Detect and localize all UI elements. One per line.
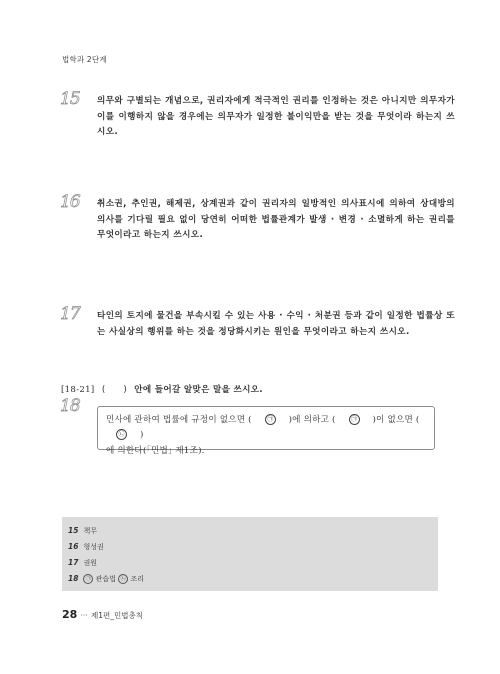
answer-marker-2: ㉡: [118, 574, 128, 584]
question-15: [60, 89, 455, 141]
q18-text-part2: )에 의하고 (: [288, 415, 336, 425]
answer-text-2: 조리: [130, 575, 144, 583]
instruction-text: 안에 들어갈 알맞은 말을 쓰시오.: [134, 385, 263, 395]
answer-number: 18: [68, 574, 79, 583]
question-number: 15: [60, 89, 80, 109]
answer-text: 권원: [83, 559, 97, 567]
chapter-title: 제1편_민법총칙: [90, 611, 143, 620]
answer-row: [68, 555, 432, 571]
question-text: 취소권, 추인권, 해제권, 상계권과 같이 권리자의 일방적인 의사표시에 의하여 상대방의 의사를 기다릴 필요 없이 당연히 어떠한 법률관계가 발생 · 변경 · 소멸하게 하는 권리를 무엇이라고 하는지 쓰시오.: [97, 199, 455, 241]
question-18-box: [97, 406, 435, 456]
answer-text: 형성권: [83, 543, 104, 551]
answer-number: 17: [68, 558, 79, 567]
question-text: 의무와 구별되는 개념으로, 권리자에게 적극적인 권리를 인정하는 것은 아니지만 의무자가 이를 이행하지 않을 경우에는 의무자가 일정한 불이익만을 받는 것을 무엇이라 하는지 쓰시오.: [97, 96, 455, 138]
footer-dots: ···: [80, 611, 88, 620]
answer-text-1: 관습법: [95, 575, 116, 583]
answer-marker-1: ㉠: [83, 574, 93, 584]
fill-in-instruction: [61, 383, 263, 395]
question-text: 타인의 토지에 물건을 부속시킬 수 있는 사용 · 수익 · 처분권 등과 같이 일정한 법률상 또는 사실상의 행위를 하는 것을 정당화시키는 원인을 무엇이라고 하는지 쓰시오.: [97, 311, 455, 337]
answer-row: [68, 523, 432, 539]
q18-text-part4: ): [139, 430, 144, 441]
answer-number: 16: [68, 542, 79, 551]
question-range: [18-21]: [61, 385, 95, 395]
blank-marker-3: ㉡: [116, 429, 127, 440]
blank-marker-2: ㉠: [349, 414, 360, 425]
question-number: 16: [60, 192, 80, 212]
answer-row: [68, 571, 432, 587]
page-footer: [62, 608, 143, 621]
q18-text-part1: 민사에 관하여 법률에 규정이 없으면 (: [106, 415, 252, 425]
question-16: [60, 192, 455, 244]
question-number: 18: [60, 396, 80, 416]
running-header: 법학과 2단계: [62, 55, 107, 64]
answer-text: 책무: [83, 527, 97, 535]
answer-row: [68, 539, 432, 555]
page-number: 28: [62, 608, 78, 621]
blank-marker-1: ㉠: [265, 414, 276, 425]
question-number: 17: [60, 304, 80, 324]
blank-parentheses: ( ): [101, 385, 127, 395]
answer-key-box: [62, 517, 438, 591]
question-17: [60, 304, 455, 340]
answer-number: 15: [68, 526, 79, 535]
q18-text-part3: )이 없으면 (: [372, 415, 420, 425]
q18-text-line2: 에 의한다(｢민법｣ 제1조).: [106, 445, 205, 456]
